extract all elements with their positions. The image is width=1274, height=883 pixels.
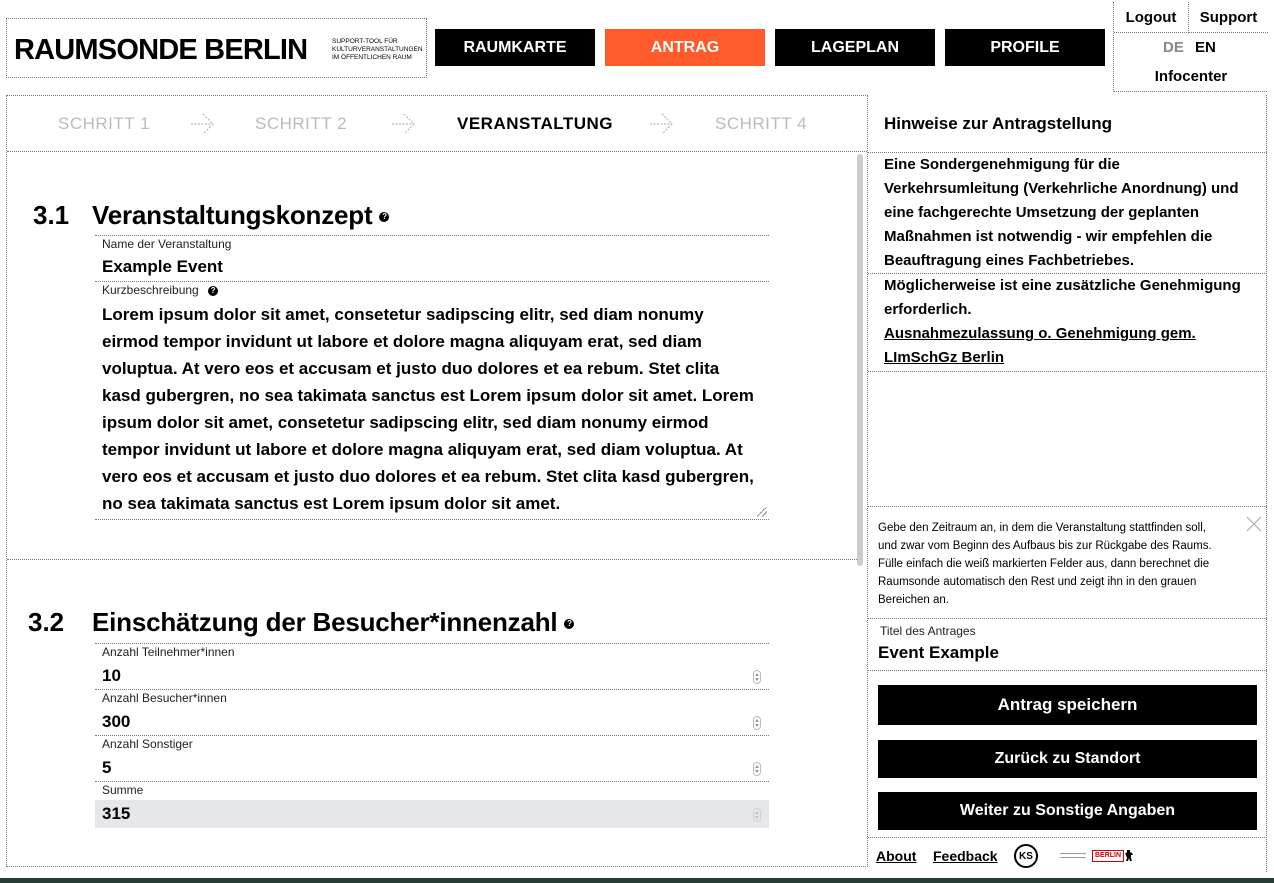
main-panel xyxy=(6,95,868,867)
others-input[interactable]: 5 xyxy=(102,758,112,777)
arrow-right-icon xyxy=(390,110,418,138)
step-1[interactable]: SCHRITT 1 xyxy=(58,114,151,133)
nav-raumkarte-button[interactable]: RAUMKARTE xyxy=(435,29,595,66)
field-label: Anzahl Besucher*innen xyxy=(102,691,227,705)
step-2[interactable]: SCHRITT 2 xyxy=(255,114,348,133)
step-indicator xyxy=(7,96,867,152)
about-link[interactable]: About xyxy=(876,848,917,864)
logo-subtitle: SUPPORT-TOOL FÜR KULTURVERANSTALTUNGEN IM ÖFFENTLICHEN RAUM xyxy=(332,38,423,61)
others-field[interactable] xyxy=(95,735,769,781)
resize-handle-icon[interactable] xyxy=(757,507,767,517)
sum-value: 315 xyxy=(102,804,131,823)
arrow-right-icon xyxy=(648,110,676,138)
visitors-field[interactable] xyxy=(95,689,769,735)
section-divider xyxy=(7,559,857,560)
save-application-button[interactable]: Antrag speichern xyxy=(878,685,1257,725)
field-label xyxy=(102,283,218,297)
number-spinner-icon[interactable] xyxy=(753,670,761,684)
scrollbar[interactable] xyxy=(857,154,863,566)
number-spinner-icon xyxy=(753,808,761,822)
hint-block xyxy=(868,153,1267,274)
field-label: Anzahl Sonstiger xyxy=(102,737,193,751)
help-icon[interactable]: ? xyxy=(564,619,574,629)
infocenter-link[interactable]: Infocenter xyxy=(1154,68,1228,85)
lang-de-toggle[interactable]: DE xyxy=(1163,39,1184,56)
field-label: Summe xyxy=(102,783,144,797)
logo-title[interactable]: RAUMSONDE BERLIN xyxy=(14,34,308,66)
section-title xyxy=(92,200,389,231)
nav-lageplan-button[interactable]: LAGEPLAN xyxy=(775,29,935,66)
description-textarea[interactable]: Lorem ipsum dolor sit amet, consetetur sadipscing elitr, sed diam nonumy eirmod tempor invidunt ut labore et dolore magna aliquyam erat, sed diam voluptua. At vero eos et accusam et justo duo dolores et ea rebum. Stet clita kasd gubergren, no sea takimata sanctus est Lorem ipsum dolor sit amet. Lorem ipsum dolor sit amet, consetetur sadipscing elitr, sed diam nonumy eirmod tempor invidunt ut labore et dolore magna aliquyam erat, sed diam voluptua. At vero eos et accusam et justo duo dolores et ea rebum. Stet clita kasd gubergren, no sea takimata sanctus est Lorem ipsum dolor sit amet. xyxy=(102,305,754,513)
top-right-menu xyxy=(1113,2,1267,92)
application-title-input[interactable]: Event Example xyxy=(878,643,999,662)
sum-readonly-bg xyxy=(95,800,769,828)
participants-field[interactable] xyxy=(95,643,769,689)
number-spinner-icon[interactable] xyxy=(753,716,761,730)
hint-text: Möglicherweise ist eine zusätzliche Genehmigung erforderlich. xyxy=(884,277,1241,318)
ks-logo[interactable]: KS xyxy=(1014,844,1038,868)
hint-link[interactable]: Ausnahmezulassung o. Genehmigung gem. LImSchGz Berlin xyxy=(884,325,1196,366)
application-title-field[interactable] xyxy=(868,619,1267,671)
info-box xyxy=(868,506,1267,619)
sidebar xyxy=(868,95,1267,872)
field-label: Name der Veranstaltung xyxy=(102,237,232,251)
back-to-location-button[interactable]: Zurück zu Standort xyxy=(878,740,1257,778)
event-name-field[interactable] xyxy=(95,235,769,281)
section-title xyxy=(92,607,574,638)
next-other-info-button[interactable]: Weiter zu Sonstige Angaben xyxy=(878,792,1257,830)
arrow-right-icon xyxy=(189,110,217,138)
section-title-text: Einschätzung der Besucher*innenzahl xyxy=(92,607,558,637)
step-3-active[interactable]: VERANSTALTUNG xyxy=(457,114,614,133)
section-number: 3.2 xyxy=(28,607,65,637)
nav-antrag-button[interactable]: ANTRAG xyxy=(605,29,765,66)
logo-box[interactable] xyxy=(6,18,427,78)
hint-title: Hinweise zur Antragstellung xyxy=(868,95,1267,153)
participants-input[interactable]: 10 xyxy=(102,666,121,685)
berlin-bear-icon xyxy=(1124,849,1134,862)
visitors-input[interactable]: 300 xyxy=(102,712,131,731)
hint-block xyxy=(868,274,1267,372)
field-label: Titel des Antrages xyxy=(880,624,976,638)
help-icon[interactable]: ? xyxy=(208,286,218,296)
info-text: Gebe den Zeitraum an, in dem die Veranstaltung stattfinden soll, und zwar vom Beginn des Aufbaus bis zur Rückgabe des Raums. Fülle einfach die weiß markierten Felder aus, dann berechnet die Raumsonde automatisch den Rest und zeigt ihn in den grauen Bereichen an. xyxy=(878,522,1212,606)
sidebar-footer xyxy=(868,837,1267,872)
nav-profile-button[interactable]: PROFILE xyxy=(945,29,1105,66)
feedback-link[interactable]: Feedback xyxy=(933,848,998,864)
hint-text: Eine Sondergenehmigung für die Verkehrsumleitung (Verkehrliche Anordnung) und eine fachgerechte Umsetzung der geplanten Maßnahmen ist notwendig - wir empfehlen die Beauftragung eines Fachbetriebes. xyxy=(884,156,1239,269)
bottom-bar xyxy=(0,878,1274,883)
number-spinner-icon[interactable] xyxy=(753,762,761,776)
logo-small-text xyxy=(1060,853,1086,858)
event-name-input[interactable]: Example Event xyxy=(102,257,223,276)
lang-en-toggle[interactable]: EN xyxy=(1195,39,1216,56)
description-field[interactable] xyxy=(95,281,769,520)
close-icon[interactable] xyxy=(1245,515,1263,533)
step-4[interactable]: SCHRITT 4 xyxy=(715,114,808,133)
field-label-text: Kurzbeschreibung xyxy=(102,283,199,297)
sum-field xyxy=(95,781,769,828)
section-number: 3.1 xyxy=(33,200,70,230)
help-icon[interactable]: ? xyxy=(379,212,389,222)
field-label: Anzahl Teilnehmer*innen xyxy=(102,645,235,659)
berlin-logo[interactable] xyxy=(1058,849,1136,863)
section-title-text: Veranstaltungskonzept xyxy=(92,200,373,230)
support-link[interactable]: Support xyxy=(1189,2,1268,33)
logout-link[interactable]: Logout xyxy=(1114,2,1189,33)
berlin-logo-text: BERLIN xyxy=(1092,850,1124,862)
